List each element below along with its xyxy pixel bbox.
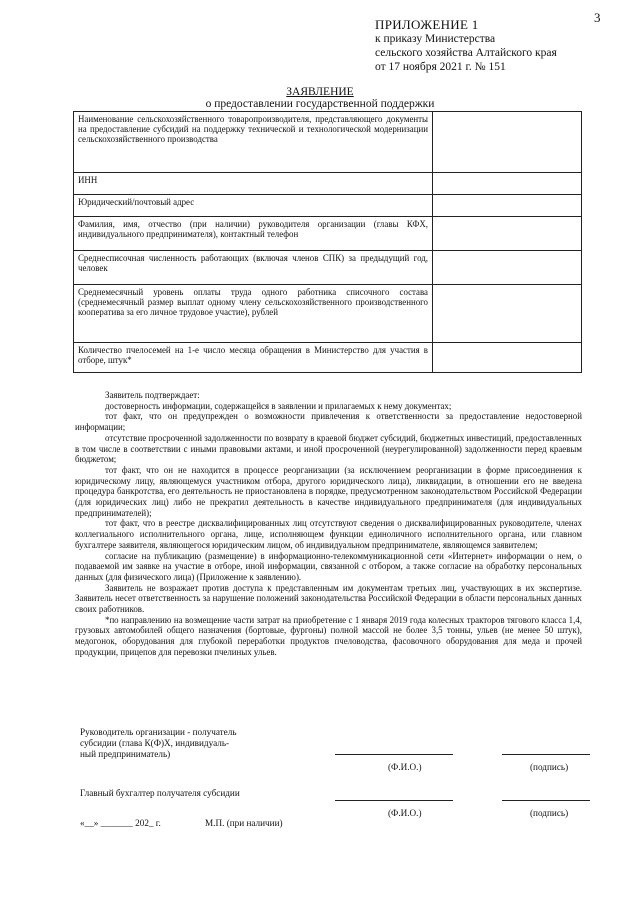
appendix-title: ПРИЛОЖЕНИЕ 1	[375, 17, 479, 32]
head-signature-line[interactable]	[502, 754, 590, 755]
head-label-line-2: субсидии (глава К(Ф)Х, индивидуаль-	[80, 738, 230, 748]
document-heading	[0, 86, 640, 110]
head-label-line-1: Руководитель организации - получатель	[80, 727, 237, 737]
accountant-label: Главный бухгалтер получателя субсидии	[80, 788, 240, 798]
declaration-text	[75, 390, 582, 658]
form-value-field[interactable]	[433, 343, 582, 373]
form-label: Юридический/почтовый адрес	[74, 195, 433, 217]
head-signatory-label	[80, 727, 237, 760]
document-subtitle: о предоставлении государственной поддержки	[205, 98, 435, 110]
form-label: Фамилия, имя, отчество (при наличии) руководителя организации (главы КФХ, индивидуального предпринимателя), контактный телефон	[74, 217, 433, 251]
form-value-field[interactable]	[433, 285, 582, 343]
paragraph-consent: согласие на публикацию (размещение) в информационно-телекоммуникационной сети «Интернет» информации о нем, о подаваемой им заявке на участие в отборе, иной информации, связанной с отбором, а также согласие на обработку персональных данных (для физического лица) (Приложение к заявлению).	[75, 550, 582, 582]
head-fio-caption: (Ф.И.О.)	[388, 762, 422, 772]
appendix-line-3: от 17 ноября 2021 г. № 151	[375, 61, 506, 73]
stamp-label: М.П. (при наличии)	[205, 818, 283, 828]
accountant-fio-line[interactable]	[335, 800, 453, 801]
paragraph-reliability: достоверность информации, содержащейся в заявлении и прилагаемых к нему документах;	[105, 400, 452, 411]
form-value-field[interactable]	[433, 217, 582, 251]
paragraph-confirms: Заявитель подтверждает:	[105, 390, 200, 400]
form-row-beehives	[74, 343, 582, 373]
document-title: ЗАЯВЛЕНИЕ	[286, 86, 354, 98]
form-value-field[interactable]	[433, 112, 582, 173]
paragraph-access: Заявитель не возражает против доступа к представленным им документам третьих лиц, участвующих в их экспертизе. Заявитель несет ответственность за нарушение положений законодательства Российской Федерации в области персональных данных своих работников.	[75, 582, 582, 615]
form-row-name	[74, 112, 582, 173]
form-row-address	[74, 195, 582, 217]
form-row-head	[74, 217, 582, 251]
head-signature-caption: (подпись)	[530, 762, 569, 772]
appendix-line-2: сельского хозяйства Алтайского края	[375, 47, 557, 59]
form-value-field[interactable]	[433, 195, 582, 217]
form-label: Количество пчелосемей на 1-е число месяца обращения в Министерство для участия в отборе, штук*	[74, 343, 433, 373]
form-value-field[interactable]	[433, 173, 582, 195]
form-label: ИНН	[74, 173, 433, 195]
paragraph-no-debt: отсутствие просроченной задолженности по возврату в краевой бюджет субсидий, бюджетных инвестиций, предоставленных в том числе в соответствии с иными правовыми актами, и иной просроченной (неурегулированной) задолженности перед краевым бюджетом;	[75, 432, 582, 465]
form-label: Наименование сельскохозяйственного товаропроизводителя, представляющего документы на предоставление субсидий на поддержку технической и технологической модернизации сельскохозяйственного производства	[74, 112, 433, 173]
date-field[interactable]: «__» _______ 202_ г.	[80, 818, 161, 828]
appendix-line-1: к приказу Министерства	[375, 33, 496, 45]
head-label-line-3: ный предприниматель)	[80, 749, 171, 759]
form-value-field[interactable]	[433, 251, 582, 285]
appendix-block	[375, 18, 557, 74]
paragraph-footnote: *по направлению на возмещение части затрат на приобретение с 1 января 2019 года колесных тракторов тягового класса 1,4, грузовых автомобилей общего назначения (бортовые, фургоны) полной массой не более 3,5 тонны, ульев (не менее 50 штук), медогонок, оборудования для глубокой переработки продуктов пчеловодства, фасовочного оборудования для меда и прочей продукции, прицепов для перевозки пчелиных ульев.	[75, 614, 582, 657]
paragraph-no-disqualification: тот факт, что в реестре дисквалифицированных лиц отсутствуют сведения о дисквалифицированных руководителе, членах коллегиального исполнительного органа, лице, исполняющем функции единоличного исполнительного органа, или главном бухгалтере заявителя, являющегося юридическим лицом, об индивидуальном предпринимателе, являющемся заявителем;	[75, 518, 582, 550]
form-label: Среднесписочная численность работающих (включая членов СПК) за предыдущий год, человек	[74, 251, 433, 285]
head-fio-line[interactable]	[335, 754, 453, 755]
application-form-table	[73, 111, 582, 373]
accountant-signature-line[interactable]	[502, 800, 590, 801]
accountant-signature-caption: (подпись)	[530, 808, 569, 818]
form-label: Среднемесячный уровень оплаты труда одного работника списочного состава (среднемесячный размер выплат одному члену сельскохозяйственного производственного кооператива за его личное трудовое участие), рублей	[74, 285, 433, 343]
form-row-headcount	[74, 251, 582, 285]
page-number: 3	[594, 10, 601, 25]
paragraph-no-reorganization: тот факт, что он не находится в процессе реорганизации (за исключением реорганизации в форме присоединения к юридическому лицу, являющемуся участником отбора, другого юридического лица), ликвидации, в отношении его не введена процедура банкротства, его деятельность не приостановлена в порядке, предусмотренном законодательством Российской Федерации (для юридических лиц) либо не прекратил деятельность в качестве индивидуального предпринимателя (для индивидуальных предпринимателей);	[75, 464, 582, 518]
form-row-inn	[74, 173, 582, 195]
form-row-salary	[74, 285, 582, 343]
accountant-fio-caption: (Ф.И.О.)	[388, 808, 422, 818]
paragraph-warning: тот факт, что он предупрежден о возможности привлечения к ответственности за предоставление недостоверной информации;	[75, 411, 582, 433]
